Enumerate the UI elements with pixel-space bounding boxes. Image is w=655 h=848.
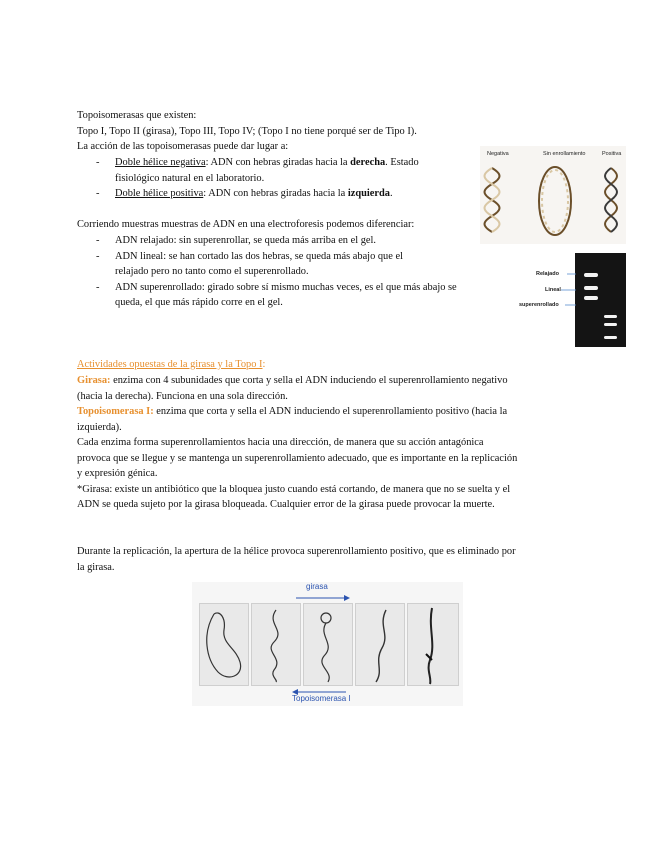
em-panel-4 bbox=[355, 603, 405, 686]
intro-line-1: Topoisomerasas que existen: bbox=[77, 110, 197, 121]
helix-item-positive bbox=[115, 186, 393, 202]
electro-item-linear: ADN lineal: se han cortado las dos hebras, se queda más abajo que el bbox=[115, 250, 403, 262]
dna-coil-icon bbox=[252, 604, 300, 685]
bullet-dash: - bbox=[96, 235, 100, 246]
topo-label: Topoisomerasa I: bbox=[77, 406, 154, 417]
helix-drawing bbox=[480, 146, 626, 244]
helix-direction: izquierda bbox=[347, 188, 391, 199]
helix-term: Doble hélice negativa bbox=[115, 157, 206, 168]
helix-term: Doble hélice positiva bbox=[115, 188, 204, 199]
helix-label-positive: Positiva bbox=[602, 151, 622, 157]
em-bottom-label: Topoisomerasa I bbox=[292, 694, 351, 703]
helix-desc: : ADN con hebras giradas hacia la bbox=[203, 188, 348, 199]
gel-image bbox=[575, 253, 626, 347]
topo-line-1 bbox=[77, 404, 507, 420]
gel-label-relaxed: Relajado bbox=[536, 271, 559, 277]
note-line-1: *Girasa: existe un antibiótico que la bloquea justo cuando está cortando, de manera que no se suelta y el bbox=[77, 483, 511, 495]
girasa-line-1 bbox=[77, 373, 508, 389]
gel-band-ladder bbox=[604, 315, 617, 318]
dna-supercoil-icon bbox=[408, 604, 458, 685]
girasa-label: Girasa: bbox=[77, 375, 111, 386]
gel-figure bbox=[518, 253, 626, 347]
topo-line-2: izquierda). bbox=[77, 421, 122, 433]
topo-text: enzima que corta y sella el ADN induciendo el superenrollamiento positivo (hacia la bbox=[153, 406, 508, 417]
electro-intro: Corriendo muestras muestras de ADN en una electroforesis podemos diferenciar: bbox=[77, 219, 415, 230]
gel-label-linear: Lineal bbox=[545, 287, 561, 293]
dna-coil-icon bbox=[356, 604, 404, 685]
electro-item-supercoiled: ADN superenrollado: girado sobre sí mismo muchas veces, es el que más abajo se bbox=[115, 281, 457, 293]
bullet-dash: - bbox=[96, 281, 100, 293]
cada-line-2: provoca que se llegue y se mantenga un superenrollamiento adecuado, que es importante en la replicación bbox=[77, 452, 518, 464]
helix-desc-end: . Estado bbox=[385, 157, 419, 168]
helix-item-negative-cont: fisiológico natural en el laboratorio. bbox=[115, 172, 265, 184]
cada-line-3: y expresión génica. bbox=[77, 468, 158, 479]
bullet-dash: - bbox=[96, 188, 100, 199]
activities-heading-colon: : bbox=[262, 359, 266, 370]
negative-helix-icon bbox=[485, 168, 500, 232]
helix-item-negative bbox=[115, 155, 419, 171]
gel-band-ladder bbox=[604, 336, 617, 339]
replication-line-2: la girasa. bbox=[77, 561, 115, 573]
activities-heading-text: Actividades opuestas de la girasa y la Topo I bbox=[77, 359, 263, 370]
helix-figure bbox=[480, 146, 626, 244]
gel-pointer-lines bbox=[518, 253, 578, 347]
bullet-dash: - bbox=[96, 250, 100, 262]
gel-band-linear bbox=[584, 286, 598, 290]
gel-band-supercoiled bbox=[584, 296, 598, 300]
gel-band-relaxed bbox=[584, 273, 598, 277]
helix-desc-end: . bbox=[390, 188, 393, 199]
em-panel-3 bbox=[303, 603, 353, 686]
gel-band-ladder bbox=[604, 323, 617, 326]
cada-line-1: Cada enzima forma superenrollamientos hacia una dirección, de manera que su acción antagónica bbox=[77, 437, 484, 448]
em-panel-2 bbox=[251, 603, 301, 686]
electro-item-relaxed: ADN relajado: sin superenrollar, se queda más arriba en el gel. bbox=[115, 235, 376, 246]
relaxed-circle-icon bbox=[539, 167, 571, 235]
em-panel-1 bbox=[199, 603, 249, 686]
positive-helix-icon bbox=[605, 168, 617, 232]
helix-label-relaxed: Sin enrollamiento bbox=[543, 151, 586, 157]
electro-item-linear-cont: relajado pero no tanto como el superenrollado. bbox=[115, 266, 309, 277]
note-line-2: ADN se queda sujeto por la girasa bloqueada. Cualquier error de la girasa puede provocar la muerte. bbox=[77, 499, 495, 510]
gel-label-supercoiled: superenrollado bbox=[519, 302, 559, 308]
helix-label-negative: Negativa bbox=[487, 151, 509, 157]
intro-line-3: La acción de las topoisomerasas puede dar lugar a: bbox=[77, 141, 289, 152]
dna-coil-icon bbox=[304, 604, 352, 685]
replication-line-1: Durante la replicación, la apertura de la hélice provoca superenrollamiento positivo, que es eliminado por bbox=[77, 546, 516, 557]
helix-direction: derecha bbox=[350, 157, 386, 168]
em-panel-5 bbox=[407, 603, 459, 686]
dna-loop-icon bbox=[200, 604, 248, 685]
helix-desc: : ADN con hebras giradas hacia la bbox=[205, 157, 351, 168]
activities-heading bbox=[77, 357, 265, 373]
em-top-label: girasa bbox=[306, 582, 328, 591]
em-figure bbox=[192, 582, 463, 706]
electro-item-supercoiled-cont: queda, el que más rápido corre en el gel. bbox=[115, 297, 283, 308]
girasa-text: enzima con 4 subunidades que corta y sella el ADN induciendo el superenrollamiento negativo bbox=[110, 375, 508, 386]
intro-line-2: Topo I, Topo II (girasa), Topo III, Topo IV; (Topo I no tiene porqué ser de Tipo I). bbox=[77, 125, 417, 137]
bullet-dash: - bbox=[96, 157, 100, 168]
girasa-line-2: (hacia la derecha). Funciona en una sola dirección. bbox=[77, 390, 288, 402]
